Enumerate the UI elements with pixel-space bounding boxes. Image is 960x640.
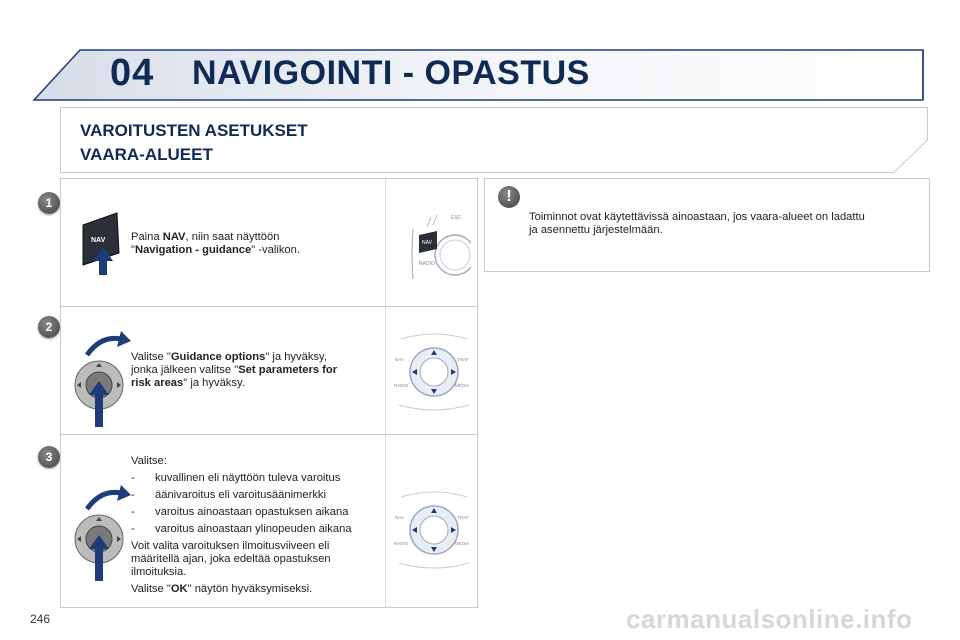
illustration-nav-label: NAV: [395, 357, 404, 362]
section-subtitle: VAARA-ALUEET: [80, 145, 213, 164]
chapter-number: 04: [110, 52, 155, 94]
illustration-radio-label: RADIO: [394, 541, 409, 546]
chapter-title: NAVIGOINTI - OPASTUS: [192, 54, 590, 92]
step-1-badge: 1: [38, 192, 60, 214]
illustration-nav-label: NAV: [395, 515, 404, 520]
step-1-panel: [60, 178, 478, 307]
risk-areas-keyword: risk areas: [131, 377, 184, 389]
step-3-paragraph: Voit valita varoituksen ilmoitusviiveen eli määritellä ajan, joka edeltää opastuksen ilmoituksia.: [131, 540, 331, 578]
step-3-final: Valitse "OK" näytön hyväksymiseksi.: [131, 583, 313, 595]
guidance-options-keyword: Guidance options: [170, 351, 266, 363]
page-number: 246: [30, 612, 51, 626]
nav-console-illustration: [401, 209, 471, 279]
ok-keyword: OK: [170, 583, 188, 595]
panel-divider: [385, 435, 386, 607]
step-1-text: Paina NAV, niin saat näyttöön "Navigation - guidance" -valikon.: [131, 231, 300, 256]
step-2-badge: 2: [38, 316, 60, 338]
step-3-intro: Valitse:: [131, 455, 167, 467]
nav-button-icon: [79, 209, 129, 279]
exclamation-icon: !: [498, 186, 520, 208]
panel-divider: [385, 179, 386, 307]
illustration-nav-label: NAV: [422, 240, 432, 246]
illustration-media-label: MEDIA: [455, 541, 470, 546]
navigation-guidance-keyword: Navigation - guidance: [134, 244, 252, 256]
chapter-header: [32, 44, 925, 102]
step-3-badge: 3: [38, 446, 60, 468]
step-3-text: [131, 455, 383, 596]
list-item: - äänivaroitus eli varoitusäänimerkki: [131, 489, 326, 501]
list-item: - varoitus ainoastaan opastuksen aikana: [131, 506, 349, 518]
list-item: - kuvallinen eli näyttöön tuleva varoitus: [131, 472, 341, 484]
section-title: VAROITUSTEN ASETUKSET: [80, 121, 308, 140]
warning-text: Toiminnot ovat käytettävissä ainoastaan, jos vaara-alueet on ladattu ja asennettu järjestelmään.: [529, 211, 865, 236]
step-3-panel: [60, 434, 478, 608]
step-2-text: Valitse "Guidance options" ja hyväksy, jonka jälkeen valitse "Set parameters for risk areas" ja hyväksy.: [131, 351, 338, 389]
panel-divider: [385, 307, 386, 435]
set-parameters-keyword: Set parameters for: [238, 364, 338, 376]
rotary-console-illustration: [393, 331, 475, 413]
illustration-traf-label: TRAF: [457, 357, 469, 362]
nav-button-label: NAV: [91, 237, 106, 244]
illustration-radio-label: RADIO: [419, 261, 435, 267]
step-2-panel: [60, 306, 478, 435]
section-title-box: [60, 107, 928, 173]
illustration-radio-label: RADIO: [394, 383, 409, 388]
illustration-esc-label: ESC: [451, 215, 462, 221]
watermark: carmanualsonline.info: [626, 604, 913, 634]
rotary-console-illustration: [393, 489, 475, 571]
illustration-media-label: MEDIA: [455, 383, 470, 388]
nav-keyword: NAV: [162, 231, 186, 243]
illustration-traf-label: TRAF: [457, 515, 469, 520]
list-item: - varoitus ainoastaan ylinopeuden aikana: [131, 523, 352, 535]
